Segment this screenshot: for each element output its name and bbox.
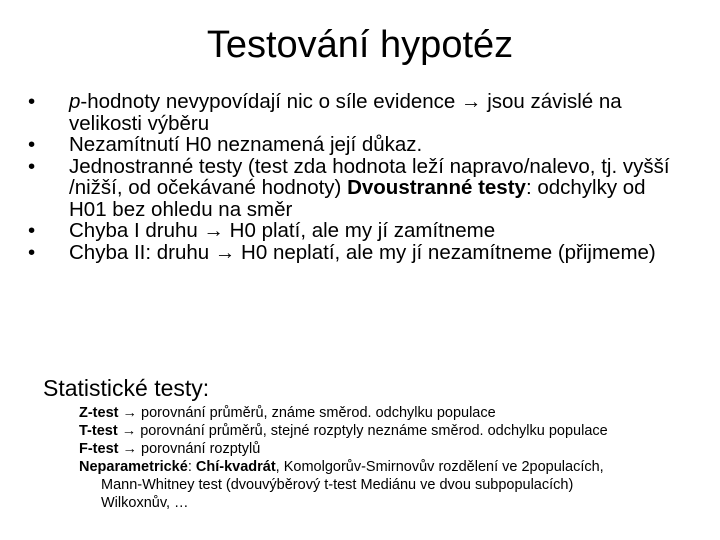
test-desc: , Komolgorův-Smirnovův rozdělení ve 2populacích, [275,459,604,475]
bullet-marker: • [28,133,36,156]
bullet-bold-term: Dvoustranné testy [347,176,526,199]
bullet-marker: • [28,240,36,264]
bullet-text: Jednostranné testy (test zda hodnota leží napravo/nalevo, tj. vyšší /nižší, od očekávané hodnoty) [69,154,670,199]
test-desc-line: Wilkoxnův, … [101,495,189,511]
test-desc: → porovnání průměrů, stejné rozptyly neznáme směrod. odchylku populace [117,423,608,439]
slide-title: Testování hypotéz [206,24,514,66]
test-name: Neparametrické [79,459,188,475]
test-name: T-test [79,423,118,439]
test-item [79,440,709,458]
nonparametric-item [79,458,709,512]
test-name: Z-test [79,405,119,421]
test-item [79,422,709,440]
test-item [79,404,709,422]
bullet-marker: • [28,154,36,178]
bullet-item [28,134,688,156]
bullet-item [28,91,688,134]
bullet-item [28,220,688,242]
bullet-marker: • [28,90,36,113]
bullet-item [28,242,688,264]
bullet-text: Chyba I druhu → H0 platí, ale my jí zamítneme [69,219,496,242]
section-title: Statistické testy: [43,375,210,401]
test-desc-line: Mann-Whitney test (dvouvýběrový t-test Mediánu ve dvou subpopulacích) [101,477,574,493]
p-italic: p [69,90,81,113]
bullet-text: -hodnoty nevypovídají nic o síle evidence → jsou závislé na velikosti výběru [69,90,622,135]
chi-square-name: Chí-kvadrát [195,459,276,475]
bullet-text: Chyba II: druhu → H0 neplatí, ale my jí nezamítneme (přijmeme) [69,240,656,264]
test-list [79,404,709,512]
test-name: F-test [79,441,119,457]
bullet-text: Nezamítnutí H0 neznamená její důkaz. [69,133,423,156]
test-desc: → porovnání rozptylů [118,441,261,457]
bullet-text-continued: : odchylky od H01 bez ohledu na směr [69,176,646,221]
bullet-item [28,156,688,221]
test-desc: → porovnání průměrů, známe směrod. odchylku populace [118,405,496,421]
separator: : [187,459,196,475]
bullet-marker: • [28,219,36,242]
bullet-list [28,91,688,263]
